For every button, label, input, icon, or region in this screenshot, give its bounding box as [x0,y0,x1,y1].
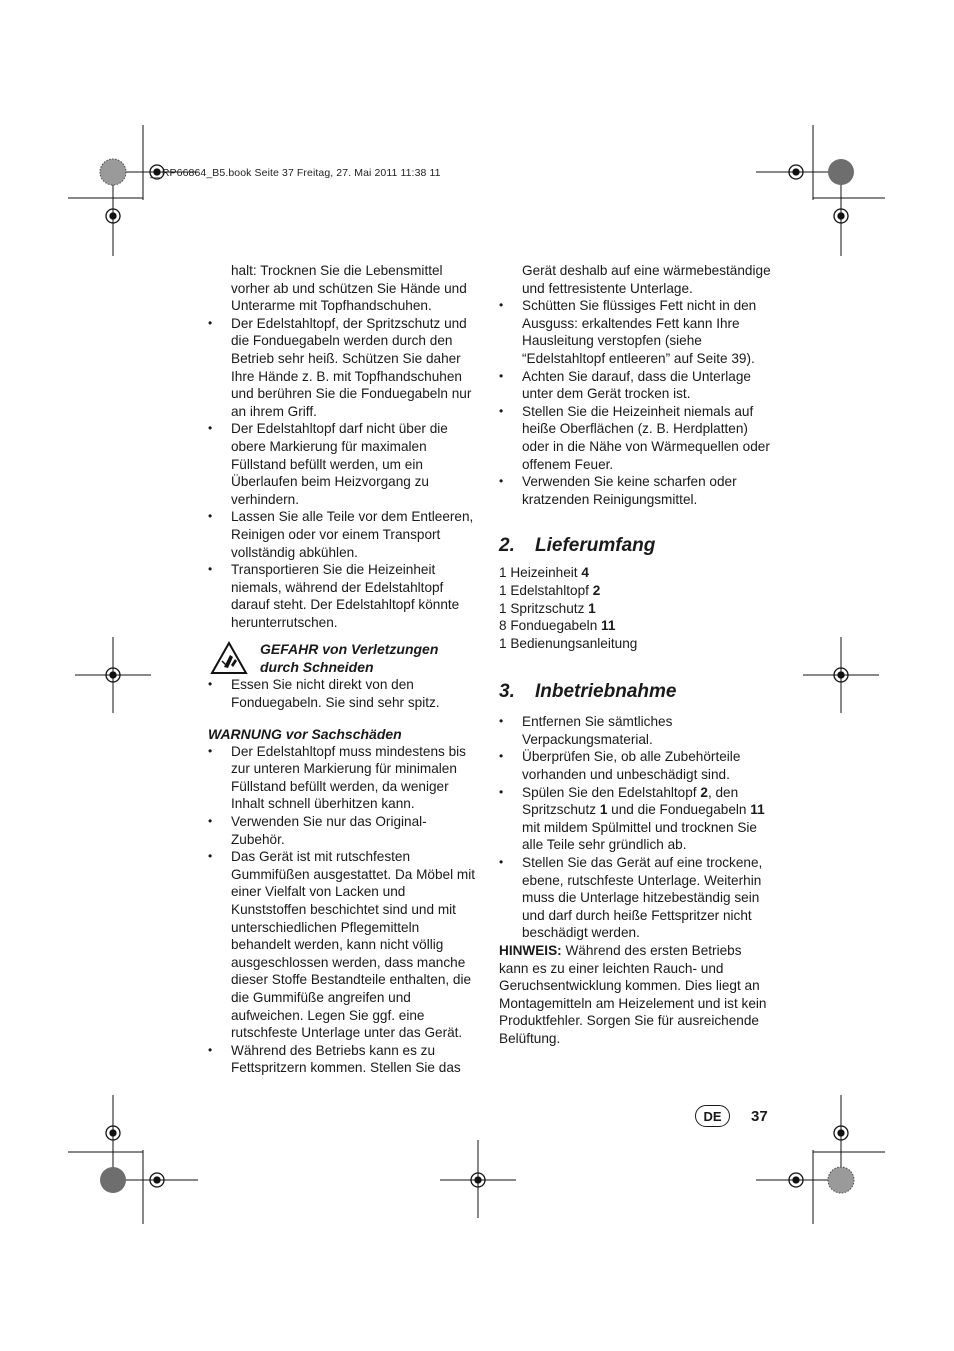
list-item: • Stellen Sie das Gerät auf eine trockene, ebene, rutschfeste Unterlage. Weiterhin muss die Unterlage hitzebeständig sein und darf durch heiße Fettspritzer nicht beschädigt werden. [499,854,771,942]
section-number: 3. [499,681,515,703]
safety-list-3 [208,743,480,1077]
continued-paragraph: halt: Trocknen Sie die Lebensmittel vorher ab und schützen Sie Hände und Unterarme mit Topfhandschuhen. [231,263,467,314]
list-item: • Achten Sie darauf, dass die Unterlage unter dem Gerät trocken ist. [499,368,771,403]
warning-heading: WARNUNG vor Sachschäden [208,725,402,742]
safety-list-4 [499,297,771,508]
page-number: 37 [751,1107,768,1125]
list-item: • Der Edelstahltopf muss mindestens bis zur unteren Markierung für minimalen Füllstand befüllt werden, da weniger Inhalt schnell überhitzen kann. [208,743,480,813]
safety-list-2 [208,676,480,711]
safety-list-1 [208,315,480,632]
list-item: • Lassen Sie alle Teile vor dem Entleeren, Reinigen oder vor einem Transport vollständig abkühlen. [208,508,480,561]
section-number: 2. [499,535,515,557]
list-item: • Schütten Sie flüssiges Fett nicht in den Ausguss: erkaltendes Fett kann Ihre Hausleitung verstopfen (siehe “Edelstahltopf entleeren” auf Seite 39). [499,297,771,367]
list-item: • Verwenden Sie keine scharfen oder kratzenden Reinigungsmittel. [499,473,771,508]
setup-list [499,713,771,942]
section-title: Inbetriebnahme [535,681,677,703]
scope-list [499,564,771,652]
list-item: • Das Gerät ist mit rutschfesten Gummifüßen ausgestattet. Da Möbel mit einer Vielfalt von Lacken und Kunststoffen beschichtet sind und mit unterschiedlichen Pflegemitteln behandelt werden, kann nicht völlig ausgeschlossen werden, dass manche dieser Stoffe Bestandteile enthalten, die die Gummifüße angreifen und aufweichen. Legen Sie ggf. eine rutschfeste Unterlage unter das Gerät. [208,848,480,1042]
continued-paragraph: Gerät deshalb auf eine wärmebeständige und fettresistente Unterlage. [522,263,771,296]
page-footer [695,1105,768,1127]
list-item: • Stellen Sie die Heizeinheit niemals auf heiße Oberflächen (z. B. Herdplatten) oder in die Nähe von Wärmequellen oder offenem Feuer. [499,403,771,473]
list-item: • Der Edelstahltopf, der Spritzschutz und die Fonduegabeln werden durch den Betrieb sehr heiß. Schützen Sie daher Ihre Hände z. B. mit Topfhandschuhen und berühren Sie die Fonduegabeln nur an ihrem Griff. [208,315,480,421]
danger-title-line-2: durch Schneiden [260,659,374,676]
left-column [208,262,480,1077]
language-badge: DE [695,1105,730,1127]
section-title: Lieferumfang [535,535,656,557]
scope-item: 1 Heizeinheit 4 [499,565,589,581]
note-text: Während des ersten Betriebs kann es zu einer leichten Rauch- und Geruchsentwicklung kommen. Dies liegt an Montagemitteln am Heizelement und ist kein Produktfehler. Sorgen Sie für ausreichende Belüftung. [499,943,767,1046]
print-file-info: __RP66864_B5.book Seite 37 Freitag, 27. Mai 2011 11:38 11 [150,167,441,179]
list-item: • Essen Sie nicht direkt von den Fonduegabeln. Sie sind sehr spitz. [208,676,480,711]
danger-title-line-1: GEFAHR von Verletzungen [260,641,439,658]
section-heading-scope [499,534,771,558]
list-item: • Der Edelstahltopf darf nicht über die obere Markierung für maximalen Füllstand befüllt werden, um ein Überlaufen beim Heizvorgang zu verhindern. [208,420,480,508]
note-label: HINWEIS: [499,943,562,958]
section-heading-setup [499,680,771,704]
danger-notice [208,640,480,676]
right-column [499,262,771,1048]
list-item: • Entfernen Sie sämtliches Verpackungsmaterial. [499,713,771,748]
list-item: • Transportieren Sie die Heizeinheit niemals, während der Edelstahltopf darauf steht. Der Edelstahltopf könnte herunterrutschen. [208,561,480,631]
scope-item: 8 Fonduegabeln 11 [499,618,616,634]
scope-item: 1 Bedienungsanleitung [499,635,638,651]
hand-cut-warning-icon [210,641,248,675]
list-item: • Überprüfen Sie, ob alle Zubehörteile vorhanden und unbeschädigt sind. [499,748,771,783]
note-paragraph [499,942,771,1048]
list-item: • Verwenden Sie nur das Original-Zubehör. [208,813,480,848]
scope-item: 1 Edelstahltopf 2 [499,582,601,598]
scope-item: 1 Spritzschutz 1 [499,600,596,616]
list-item: • Spülen Sie den Edelstahltopf 2, den Spritzschutz 1 und die Fonduegabeln 11 mit mildem Spülmittel und trocknen Sie alle Teile sehr gründlich ab. [499,784,771,854]
list-item: • Während des Betriebs kann es zu Fettspritzern kommen. Stellen Sie das [208,1042,480,1077]
